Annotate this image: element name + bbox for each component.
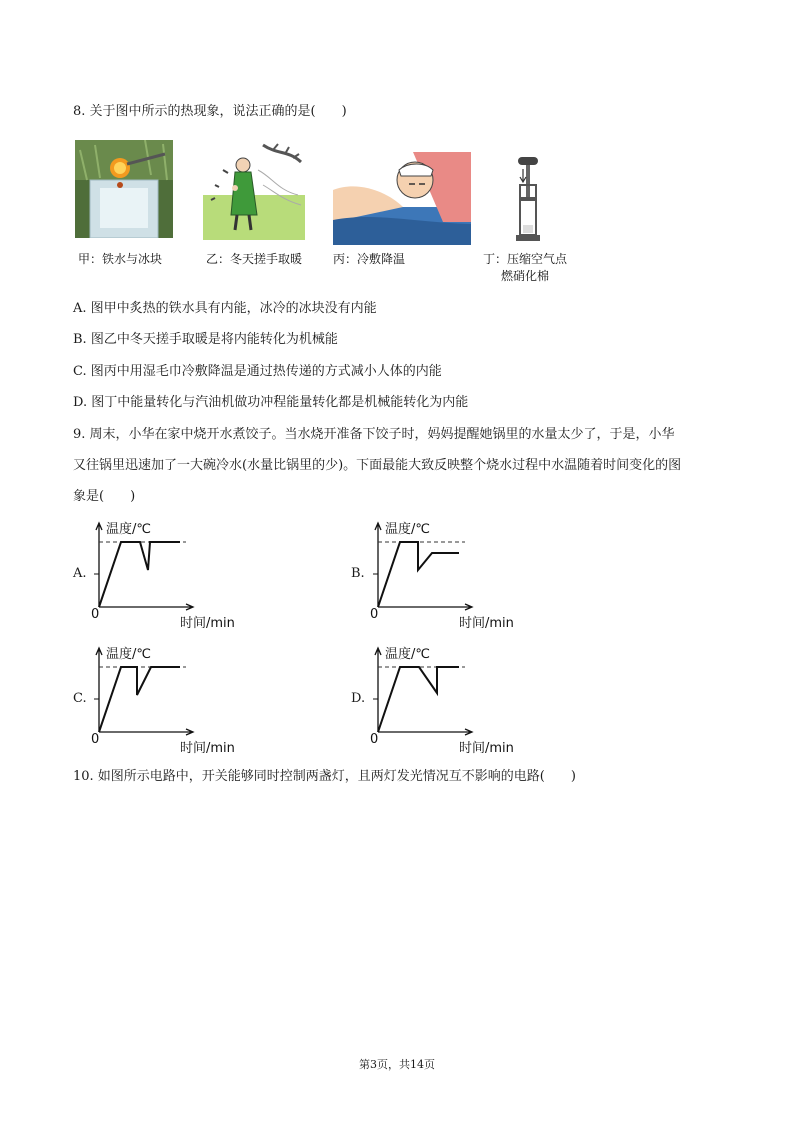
caption-jia: 甲：铁水与冰块 (78, 252, 163, 266)
cold-compress-image (333, 152, 471, 245)
graph-b-xlabel: 时间/min (459, 616, 514, 631)
q8-option-a: A. 图甲中炙热的铁水具有内能，冰冷的冰块没有内能 (73, 301, 377, 316)
graph-d-xlabel: 时间/min (459, 741, 514, 756)
graph-b (367, 515, 567, 635)
graph-c-xlabel: 时间/min (180, 741, 235, 756)
graph-b-origin: 0 (370, 607, 379, 622)
q9-stem-line1: 9. 周末，小华在家中烧开水煮饺子。当水烧开准备下饺子时，妈妈提醒她锅里的水量太少了，于是，小华 (73, 427, 675, 442)
graph-c-origin: 0 (91, 732, 100, 747)
q8-option-b: B. 图乙中冬天搓手取暖是将内能转化为机械能 (73, 332, 338, 347)
graph-a (88, 515, 288, 635)
caption-ding: 丁：压缩空气点 (483, 252, 568, 266)
page-number: 第3页，共14页 (359, 1058, 435, 1071)
caption-bing: 丙：冷敷降温 (333, 252, 406, 266)
graph-a-xlabel: 时间/min (180, 616, 235, 631)
caption-yi: 乙：冬天搓手取暖 (206, 252, 303, 266)
air-compression-image (513, 155, 543, 245)
graph-c-label: C. (73, 691, 87, 706)
q8-stem: 8. 关于图中所示的热现象，说法正确的是( ) (73, 104, 347, 119)
graph-c (88, 640, 288, 760)
caption-ding-line2: 燃硝化棉 (501, 269, 550, 283)
graph-a-origin: 0 (91, 607, 100, 622)
graph-d-origin: 0 (370, 732, 379, 747)
q8-option-c: C. 图丙中用湿毛巾冷敷降温是通过热传递的方式减小人体的内能 (73, 364, 442, 379)
iron-ice-image (75, 140, 173, 238)
q9-stem-line2: 又往锅里迅速加了一大碗冷水(水量比锅里的少)。下面最能大致反映整个烧水过程中水温随着时间变化的图 (73, 458, 682, 473)
rubbing-hands-image (203, 140, 305, 240)
graph-a-ylabel: 温度/℃ (106, 522, 151, 537)
graph-a-label: A. (73, 566, 87, 581)
q9-stem-line3: 象是( ) (73, 489, 136, 504)
graph-d (367, 640, 567, 760)
graph-b-label: B. (351, 566, 365, 581)
graph-d-label: D. (351, 691, 366, 706)
q8-option-d: D. 图丁中能量转化与汽油机做功冲程能量转化都是机械能转化为内能 (73, 395, 469, 410)
q10-stem: 10. 如图所示电路中，开关能够同时控制两盏灯，且两灯发光情况互不影响的电路( ) (73, 769, 576, 784)
graph-b-ylabel: 温度/℃ (385, 522, 430, 537)
graph-c-ylabel: 温度/℃ (106, 647, 151, 662)
graph-d-ylabel: 温度/℃ (385, 647, 430, 662)
